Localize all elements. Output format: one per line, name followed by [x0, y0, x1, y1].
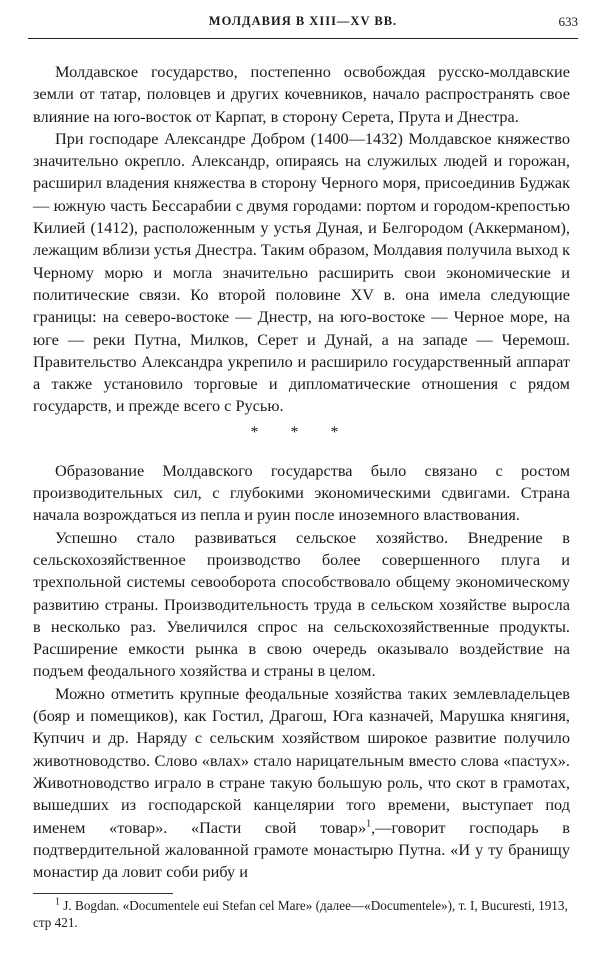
paragraph-5 — [33, 683, 570, 884]
paragraph-1: Молдавское государство, постепенно освобождая русско-молдавские земли от татар, половцев и других кочевников, начало распространять свое влияние на юго-восток от Карпат, в сторону Серета, Прута и Днестра. — [33, 62, 570, 126]
footnote-text — [33, 897, 570, 931]
paragraph-3: Образование Молдавского государства было связано с ростом производительных сил, с глубокими экономическими сдвигами. Страна начала возрождаться из пепла и руин после иноземного властвования. — [33, 460, 570, 525]
section-break — [33, 418, 570, 460]
paragraph-4: Успешно стало развиваться сельское хозяйство. Внедрение в сельскохозяйственное производство более совершенного плуга и трехпольной системы севооборота способствовало общему экономическому развитию страны. Производительность труда в сельском хозяйстве выросла в несколько раз. Увеличился спрос на сельскохозяйственные продукты. Расширение емкости рынка в свою очередь оказывало воздействие на подъем феодального хозяйства и страны в целом. — [33, 527, 570, 681]
footnote-body: J. Bogdan. «Documentele eui Stefan cel Mare» (далее—«Documentele»), т. I, Bucuresti, 1913, стр 421. — [33, 898, 568, 930]
running-head — [28, 14, 578, 34]
footnote-mark: 1 — [55, 896, 60, 908]
footnote-reference: 1 — [366, 818, 372, 830]
footnote — [33, 897, 570, 931]
running-head-title: МОЛДАВИЯ В XIII—XV ВВ. — [208, 14, 398, 28]
body-text — [33, 61, 570, 883]
paragraph-5-end: ,—говорит господарь в подтвердительной жалованной грамоте монастырю Путна. «И у ту бранищу монастир да ловит соби рибу и — [33, 817, 570, 882]
header-rule — [28, 38, 578, 39]
paragraph-5-start: Можно отметить крупные феодальные хозяйства таких землевладельцев (бояр и помещиков), как Гостил, Драгош, Юга казначей, Марушка княгиня, Купчич и др. Наряду с сельским хозяйством широкое развитие получило животноводство. Слово «влах» стало нарицательным вместо слова «пастух». Животноводство играло в стране такую большую роль, что скот в грамотах, вышедших из господарской канцелярии того времени, выступает под именем «товар». «Пасти свой товар» — [33, 683, 570, 837]
page-number: 633 — [558, 14, 578, 29]
paragraph-2: При господаре Александре Добром (1400—1432) Молдавское княжество значительно окрепло. Александр, опираясь на служилых людей и горожан, расширил владения княжества в сторону Черного моря, присоединив Буджак — южную часть Бессарабии с двумя городами: портом и городом-крепостью Килией (1412), расположенным у устья Дуная, и Белгородом (Аккерманом), лежащим вблизи устья Днестра. Таким образом, Молдавия получила выход к Черному морю и могла значительно расширить свои экономические и политические связи. Ко второй половине XV в. она имела следующие границы: на северо-востоке — Днестр, на юго-востоке — Черное море, на юге — реки Путна, Милков, Серет и Дунай, а на западе — Черемош. Правительство Александра укрепило и расширило государственный аппарат а также установило торговые и дипломатические отношения с рядом государств, и прежде всего с Русью. — [33, 128, 570, 416]
asterism: * * * — [250, 423, 353, 441]
footnote-rule — [33, 893, 173, 894]
